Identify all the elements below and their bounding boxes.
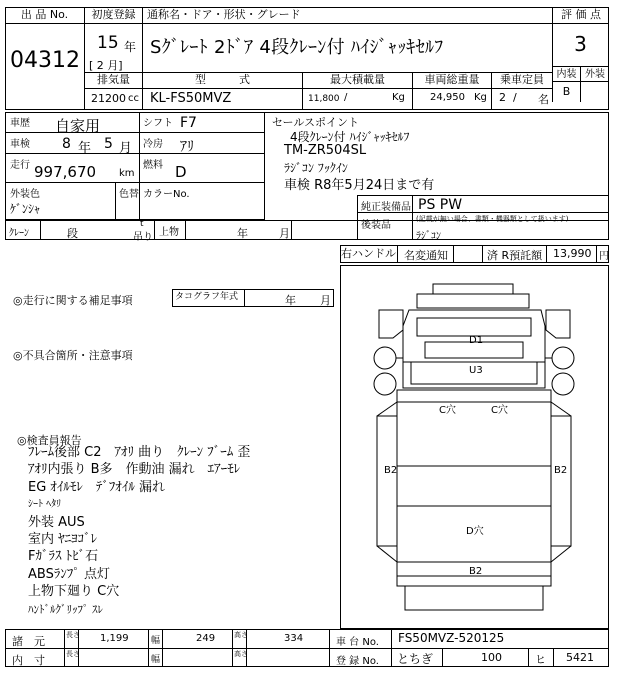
name-change-label: 名変通知 xyxy=(404,249,448,262)
capacity-label: 乗車定員 xyxy=(500,73,544,86)
reg-area: とちぎ xyxy=(397,652,434,666)
inspector-line: 室内 ﾔﾆﾖｺﾞﾚ xyxy=(28,532,98,548)
max-load-unit: Kg xyxy=(392,92,405,103)
inspector-line: 上物下廻り C穴 xyxy=(28,584,120,600)
sales-line-3: ﾗｼﾞｺﾝ ﾌｯｸｲﾝ xyxy=(284,161,348,175)
displacement-value: 21200 xyxy=(91,92,126,105)
deposit-value: 13,990 xyxy=(553,247,592,260)
inner-height-label: 高さ xyxy=(234,650,248,658)
steering: 右ハンドル xyxy=(340,245,398,263)
mark-c-hole-right: C穴 xyxy=(491,405,508,416)
inspector-line: 外装 AUS xyxy=(28,514,85,530)
first-reg-month: [ 2 月] xyxy=(89,59,123,72)
height-value: 334 xyxy=(284,633,304,644)
inspection-year-unit: 年 xyxy=(78,141,92,156)
chassis-value: FS50MVZ-520125 xyxy=(398,631,505,645)
inspector-line: ﾊﾝﾄﾞﾙｸﾞﾘｯﾌﾟ ｽﾚ xyxy=(28,602,103,616)
shift-label: シフト xyxy=(143,118,173,129)
inspection-month-unit: 月 xyxy=(119,141,133,156)
inner-width-label: 幅 xyxy=(151,655,161,665)
length-value: 1,199 xyxy=(100,633,129,644)
color-change-label: 色替 xyxy=(119,189,139,200)
mileage-unit: km xyxy=(119,168,135,179)
inspector-title: ◎検査員報告 xyxy=(17,434,82,447)
color-divider xyxy=(5,183,116,220)
aftermarket-note: (記載が無い場合、書類・機器類として扱います) xyxy=(416,215,569,223)
tacho-label: タコグラフ年式 xyxy=(172,289,245,307)
gross-weight-value: 24,950 xyxy=(430,92,465,103)
fuel-label: 燃料 xyxy=(143,160,163,171)
upper-year: 年 xyxy=(237,227,248,240)
displacement-unit: cc xyxy=(128,93,139,104)
mark-b2-bottom: B2 xyxy=(469,566,483,577)
crane-steps: 段 xyxy=(67,227,78,240)
gross-weight-unit: Kg xyxy=(474,92,487,103)
inspector-lines xyxy=(28,444,328,618)
max-load-value: 11,800 xyxy=(308,94,340,104)
ext-color-value: ｹﾞﾝｼｬ xyxy=(10,202,41,216)
chassis-label: 車 台 No. xyxy=(336,637,379,648)
color-no-label: カラーNo. xyxy=(143,189,190,200)
displacement-label: 排気量 xyxy=(85,72,143,110)
aircon-value: ｱﾘ xyxy=(180,139,194,155)
capacity-value: 2 xyxy=(499,91,506,104)
interior-label: 内装 xyxy=(552,66,581,82)
name-change-box xyxy=(453,245,483,263)
grade-text: Sｸﾞﾚｰﾄ 2ﾄﾞｱ 4段ｸﾚｰﾝ付 ﾊｲｼﾞｬｯｷｾﾙﾌ xyxy=(150,37,444,58)
shift-value: F7 xyxy=(180,115,197,131)
mileage-label: 走行 xyxy=(10,160,30,171)
first-reg-label: 初度登録 xyxy=(85,7,143,24)
upper-month: 月 xyxy=(279,227,290,240)
defect-title: ◎不具合箇所・注意事項 xyxy=(13,349,133,362)
sales-line-2: TM-ZR504SL xyxy=(284,143,367,158)
fuel-value: D xyxy=(175,163,187,181)
reg-sep-2 xyxy=(528,648,529,667)
aircon-label: 冷房 xyxy=(143,139,163,150)
lot-number: 04312 xyxy=(10,48,80,73)
reg-label: 登 録 No. xyxy=(336,656,379,667)
capacity-slash: / xyxy=(513,91,517,104)
reg-sep-3 xyxy=(553,648,554,667)
first-reg-year-unit: 年 xyxy=(124,40,137,54)
mark-b2-right: B2 xyxy=(554,465,568,476)
first-reg-year: 15 xyxy=(97,33,119,53)
gross-weight-label: 車両総重量 xyxy=(413,72,492,110)
inspection-year: 8 xyxy=(62,136,71,152)
model-label: 型 式 xyxy=(143,72,303,110)
mark-b2-left: B2 xyxy=(384,465,398,476)
inner-length-label: 長さ xyxy=(66,650,80,658)
width-label: 幅 xyxy=(151,636,161,646)
mark-u3: U3 xyxy=(469,365,483,376)
crane-hook: 吊り xyxy=(133,232,153,243)
exterior-label: 外装 xyxy=(581,66,609,82)
max-load-label: 最大積載量 xyxy=(303,72,413,110)
inspector-line: EG ｵｲﾙﾓﾚ ﾃﾞﾌｵｲﾙ 漏れ xyxy=(28,479,166,495)
aftermarket-label: 後装品 xyxy=(361,220,391,231)
capacity-unit: 名 xyxy=(538,93,549,106)
deposit-unit: 円 xyxy=(599,251,609,262)
model-value: KL-FS50MVZ xyxy=(150,91,232,106)
mark-d-hole: D穴 xyxy=(466,526,484,537)
dims-label: 諸 元 xyxy=(12,635,45,648)
score-value: 3 xyxy=(574,32,587,56)
history-value: 自家用 xyxy=(55,117,101,135)
history-label: 車歴 xyxy=(10,118,30,129)
tacho-year: 年 xyxy=(285,294,296,307)
tacho-month: 月 xyxy=(320,294,331,307)
interior-grade: B xyxy=(552,82,581,102)
aftermarket-value: ﾗｼﾞｺﾝ xyxy=(416,231,441,242)
reg-class: 100 xyxy=(481,651,502,664)
height-label: 高さ xyxy=(234,631,248,639)
driving-title: ◎走行に関する補足事項 xyxy=(13,294,133,307)
crane-right-box xyxy=(291,220,292,240)
score-label: 評 価 点 xyxy=(552,7,609,24)
truck-diagram xyxy=(340,265,609,629)
sales-line-1: 4段ｸﾚｰﾝ付 ﾊｲｼﾞｬｯｷｾﾙﾌ xyxy=(290,130,410,144)
mileage-value: 997,670 xyxy=(34,163,97,181)
mark-c-hole-left: C穴 xyxy=(439,405,456,416)
reg-number: 5421 xyxy=(566,651,594,664)
crane-label: ｸﾚｰﾝ xyxy=(9,228,29,239)
exterior-grade xyxy=(581,82,609,102)
upper-label: 上物 xyxy=(159,227,179,238)
inspector-line: ｱｵﾘ内張り B多 作動油 漏れ ｴｱｰﾓﾚ xyxy=(28,462,241,478)
max-load-slash: / xyxy=(344,92,348,103)
lot-label: 出 品 No. xyxy=(5,7,85,24)
sales-point-title: セールスポイント xyxy=(272,116,360,129)
genuine-label: 純正装備品 xyxy=(361,202,411,213)
reg-sep-1 xyxy=(442,648,443,667)
ext-color-label: 外装色 xyxy=(10,189,40,200)
inner-label: 内 寸 xyxy=(12,654,45,667)
sales-line-4: 車検 R8年5月24日まで有 xyxy=(284,178,435,193)
crane-t: t xyxy=(140,219,144,229)
inspection-month: 5 xyxy=(104,136,113,152)
width-value: 249 xyxy=(196,633,216,644)
tax-label: 済 R預託額 xyxy=(487,249,543,262)
model-name-label: 通称名・ドア・形状・グレード xyxy=(143,7,552,24)
mark-d1: D1 xyxy=(469,335,484,346)
inspector-line: ﾌﾚｰﾑ後部 C2 ｱｵﾘ 曲り ｸﾚｰﾝ ﾌﾞｰﾑ 歪 xyxy=(28,445,251,460)
genuine-value: PS PW xyxy=(418,197,463,213)
inspector-line: ABSﾗﾝﾌﾟ 点灯 xyxy=(28,566,110,582)
inspector-line: Fｶﾞﾗｽ ﾄﾋﾞ石 xyxy=(28,549,99,565)
reg-kana: ヒ xyxy=(535,653,546,666)
inspector-line: ｼｰﾄ ﾍﾀﾘ xyxy=(28,499,62,511)
length-label: 長さ xyxy=(66,631,80,639)
inspection-label: 車検 xyxy=(10,139,30,150)
